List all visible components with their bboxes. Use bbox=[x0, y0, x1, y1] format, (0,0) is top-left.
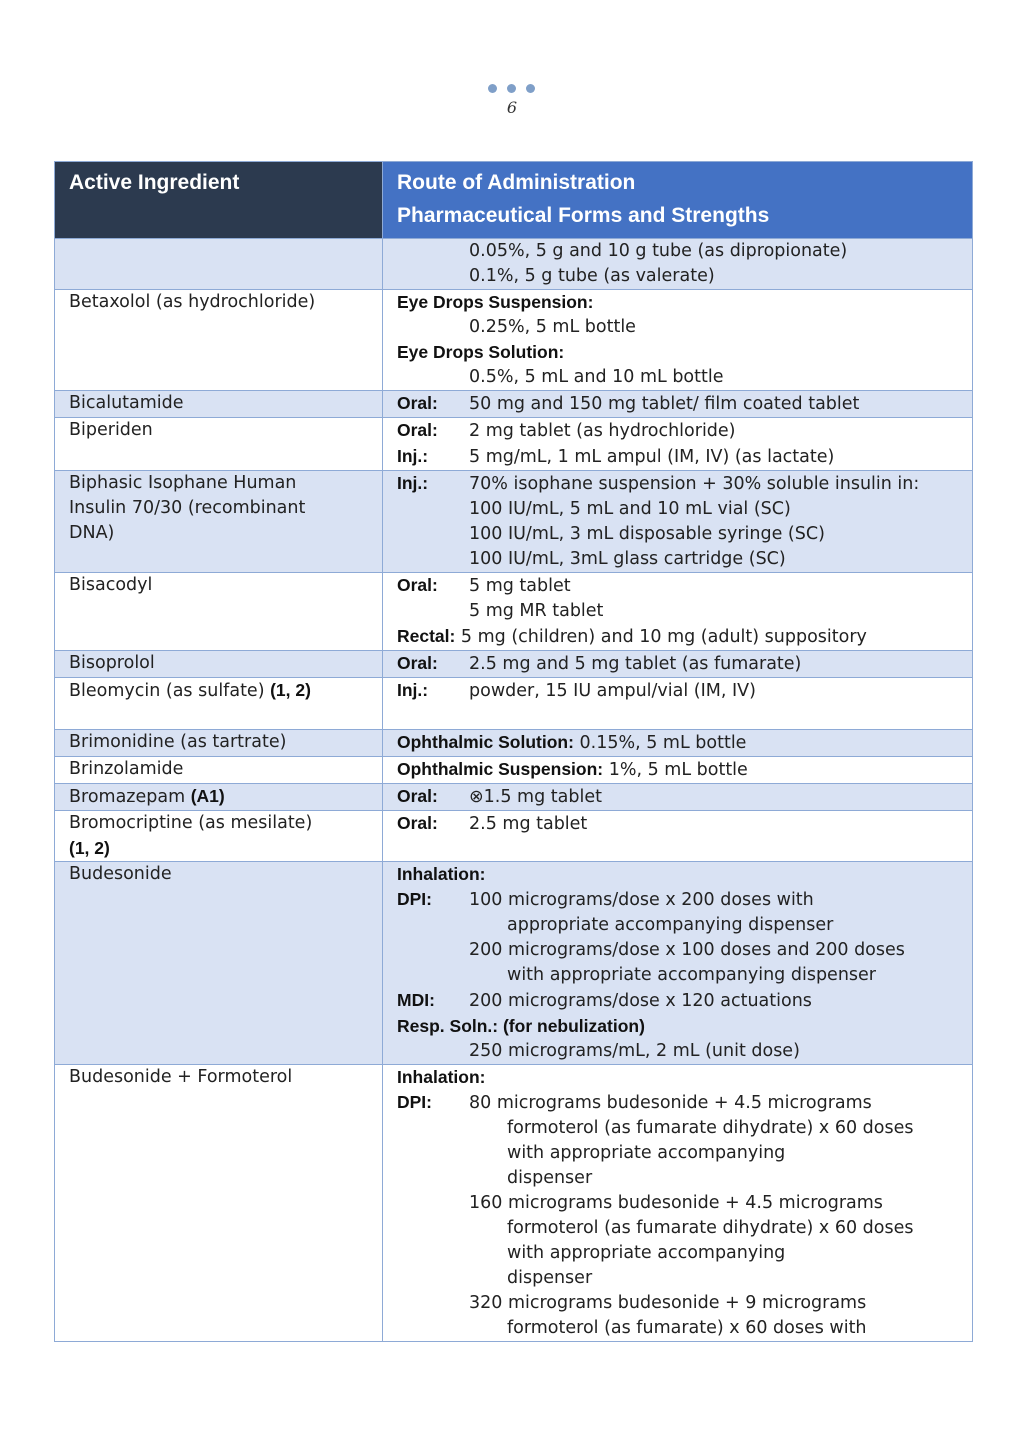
strength-text: 200 micrograms/dose x 100 doses and 200 doses bbox=[469, 940, 905, 960]
strength-text: 320 micrograms budesonide + 9 micrograms bbox=[469, 1293, 867, 1313]
strength-line bbox=[397, 315, 962, 340]
strength-line bbox=[397, 757, 962, 783]
strength-line bbox=[397, 624, 962, 650]
ingredient-name bbox=[69, 730, 372, 755]
ingredient-name bbox=[69, 678, 372, 704]
ingredient-cell bbox=[55, 418, 383, 471]
strength-text: 80 micrograms budesonide + 4.5 micrograms bbox=[469, 1093, 872, 1113]
ingredient-name bbox=[69, 757, 372, 782]
header-route bbox=[383, 162, 973, 239]
strength-line bbox=[397, 522, 962, 547]
ingredient-name-text: Bromazepam bbox=[69, 787, 191, 807]
strength-text: ⊗1.5 mg tablet bbox=[469, 787, 602, 807]
ingredient-name-line: Bromocriptine (as mesilate) bbox=[69, 813, 313, 833]
dot-icon bbox=[526, 84, 535, 93]
strength-continuation: formoterol (as fumarate dihydrate) x 60 doses bbox=[507, 1118, 914, 1138]
route-cell bbox=[383, 418, 973, 471]
strength-text: 0.1%, 5 g tube (as valerate) bbox=[469, 266, 715, 286]
ingredient-name bbox=[69, 418, 372, 443]
ingredient-cell bbox=[55, 862, 383, 1065]
table-body bbox=[55, 239, 973, 1342]
strength-line bbox=[397, 811, 962, 837]
strength-continuation: with appropriate accompanying bbox=[507, 1143, 786, 1163]
strength-line bbox=[397, 938, 962, 963]
strength-text: 1%, 5 mL bottle bbox=[603, 760, 748, 780]
strength-text: 100 micrograms/dose x 200 doses with bbox=[469, 890, 814, 910]
table-row bbox=[55, 391, 973, 418]
table-row bbox=[55, 678, 973, 730]
strength-text: 0.5%, 5 mL and 10 mL bottle bbox=[469, 367, 724, 387]
strength-line bbox=[397, 730, 962, 756]
route-label: Ophthalmic Solution: bbox=[397, 732, 574, 752]
table-row bbox=[55, 784, 973, 811]
strength-continuation: dispenser bbox=[507, 1168, 593, 1188]
route-heading: Inhalation: bbox=[397, 864, 486, 884]
ingredient-cell bbox=[55, 784, 383, 811]
route-cell bbox=[383, 862, 973, 1065]
ingredient-name-text: Biperiden bbox=[69, 420, 153, 440]
table-row bbox=[55, 1065, 973, 1342]
route-label: Inj.: bbox=[397, 473, 429, 493]
strength-text: 2.5 mg tablet bbox=[469, 814, 588, 834]
page-number: 6 bbox=[506, 98, 518, 117]
page-dots-decoration bbox=[488, 84, 536, 96]
route-label: DPI: bbox=[397, 1092, 432, 1112]
ingredient-cell bbox=[55, 651, 383, 678]
table-row bbox=[55, 651, 973, 678]
ingredient-name-text: Bicalutamide bbox=[69, 393, 184, 413]
ingredient-name-text: Brinzolamide bbox=[69, 759, 184, 779]
strength-line bbox=[397, 1291, 962, 1316]
ingredient-name-text: Brimonidine (as tartrate) bbox=[69, 732, 287, 752]
route-label: Oral: bbox=[397, 420, 438, 440]
ingredient-class-note: (1, 2) bbox=[69, 838, 110, 858]
strength-continuation: dispenser bbox=[507, 1268, 593, 1288]
strength-text: powder, 15 IU ampul/vial (IM, IV) bbox=[469, 681, 756, 701]
strength-line bbox=[397, 678, 962, 704]
strength-continuation: with appropriate accompanying dispenser bbox=[507, 965, 876, 985]
strength-line bbox=[397, 988, 962, 1014]
strength-line bbox=[397, 651, 962, 677]
strength-line bbox=[397, 704, 962, 729]
ingredient-name-line: DNA) bbox=[69, 523, 115, 543]
table-row bbox=[55, 573, 973, 651]
strength-line bbox=[397, 391, 962, 417]
route-cell bbox=[383, 678, 973, 730]
route-label: Oral: bbox=[397, 786, 438, 806]
strength-text: 100 IU/mL, 3mL glass cartridge (SC) bbox=[469, 549, 786, 569]
header-route-line1: Route of Administration bbox=[397, 171, 636, 194]
strength-continuation: with appropriate accompanying bbox=[507, 1243, 786, 1263]
ingredient-name-line: Biphasic Isophane Human bbox=[69, 473, 297, 493]
strength-continuation: formoterol (as fumarate dihydrate) x 60 doses bbox=[507, 1218, 914, 1238]
ingredient-name-text: Budesonide bbox=[69, 864, 172, 884]
dot-icon bbox=[507, 84, 516, 93]
ingredient-name-line: Insulin 70/30 (recombinant bbox=[69, 498, 306, 518]
ingredient-cell bbox=[55, 1065, 383, 1342]
ingredient-class-note: (1, 2) bbox=[270, 680, 311, 700]
ingredient-name bbox=[69, 391, 372, 416]
table-row bbox=[55, 730, 973, 757]
ingredient-cell bbox=[55, 239, 383, 290]
ingredient-name-text: Bisacodyl bbox=[69, 575, 153, 595]
route-cell bbox=[383, 811, 973, 862]
table-row bbox=[55, 239, 973, 290]
strength-text: 2.5 mg and 5 mg tablet (as fumarate) bbox=[469, 654, 802, 674]
strength-continuation: formoterol (as fumarate) x 60 doses with bbox=[507, 1318, 867, 1338]
strength-line bbox=[397, 264, 962, 289]
route-label: Ophthalmic Suspension: bbox=[397, 759, 604, 779]
route-label: Oral: bbox=[397, 653, 438, 673]
table-row bbox=[55, 290, 973, 391]
ingredient-name-text: Budesonide + Formoterol bbox=[69, 1067, 293, 1087]
strength-text: 5 mg/mL, 1 mL ampul (IM, IV) (as lactate) bbox=[469, 447, 835, 467]
header-route-line2: Pharmaceutical Forms and Strengths bbox=[397, 204, 770, 227]
strength-text: 100 IU/mL, 3 mL disposable syringe (SC) bbox=[469, 524, 825, 544]
ingredient-name bbox=[69, 1065, 372, 1090]
strength-line bbox=[397, 471, 962, 497]
strength-line bbox=[397, 573, 962, 599]
strength-text: 70% isophane suspension + 30% soluble insulin in: bbox=[469, 474, 920, 494]
strength-text: 5 mg tablet bbox=[469, 576, 571, 596]
strength-line bbox=[397, 497, 962, 522]
ingredient-name bbox=[69, 651, 372, 676]
route-heading: Eye Drops Solution: bbox=[397, 342, 565, 362]
strength-text: 5 mg (children) and 10 mg (adult) suppository bbox=[455, 627, 867, 647]
header-active-ingredient: Active Ingredient bbox=[55, 162, 383, 239]
ingredient-cell bbox=[55, 290, 383, 391]
strength-line bbox=[397, 365, 962, 390]
route-cell bbox=[383, 573, 973, 651]
table-row bbox=[55, 757, 973, 784]
route-heading: Resp. Soln.: (for nebulization) bbox=[397, 1016, 645, 1036]
route-cell bbox=[383, 784, 973, 811]
table-row bbox=[55, 418, 973, 471]
ingredient-class-note: (A1) bbox=[190, 786, 225, 806]
strength-line bbox=[397, 599, 962, 624]
strength-text: 2 mg tablet (as hydrochloride) bbox=[469, 421, 736, 441]
table-row bbox=[55, 471, 973, 573]
strength-text: 50 mg and 150 mg tablet/ film coated tablet bbox=[469, 394, 860, 414]
ingredient-cell bbox=[55, 757, 383, 784]
table-row bbox=[55, 811, 973, 862]
strength-line bbox=[397, 1090, 962, 1116]
route-cell bbox=[383, 391, 973, 418]
ingredient-name-text: Betaxolol (as hydrochloride) bbox=[69, 292, 316, 312]
route-cell bbox=[383, 651, 973, 678]
route-cell bbox=[383, 757, 973, 784]
ingredient-cell bbox=[55, 811, 383, 862]
dot-icon bbox=[488, 84, 497, 93]
ingredient-name bbox=[69, 573, 372, 598]
strength-text: 0.15%, 5 mL bottle bbox=[573, 733, 747, 753]
route-heading: Eye Drops Suspension: bbox=[397, 292, 594, 312]
ingredient-name-text: Bleomycin (as sulfate) bbox=[69, 681, 271, 701]
strength-line bbox=[397, 444, 962, 470]
table-row bbox=[55, 862, 973, 1065]
strength-continuation: appropriate accompanying dispenser bbox=[507, 915, 834, 935]
strength-line bbox=[397, 887, 962, 913]
route-label: Inj.: bbox=[397, 680, 429, 700]
strength-text bbox=[469, 706, 475, 726]
route-cell bbox=[383, 239, 973, 290]
strength-line bbox=[397, 418, 962, 444]
strength-line bbox=[397, 1039, 962, 1064]
strength-line bbox=[397, 784, 962, 810]
strength-line bbox=[397, 547, 962, 572]
route-label: Oral: bbox=[397, 813, 438, 833]
route-heading: Inhalation: bbox=[397, 1067, 486, 1087]
ingredient-cell bbox=[55, 730, 383, 757]
strength-text: 200 micrograms/dose x 120 actuations bbox=[469, 991, 812, 1011]
route-label: DPI: bbox=[397, 889, 432, 909]
strength-text: 5 mg MR tablet bbox=[469, 601, 604, 621]
table-header-row bbox=[55, 162, 973, 239]
ingredient-cell bbox=[55, 678, 383, 730]
ingredient-name bbox=[69, 784, 372, 810]
route-label: MDI: bbox=[397, 990, 435, 1010]
route-cell bbox=[383, 290, 973, 391]
route-label: Rectal: bbox=[397, 626, 456, 646]
route-label: Oral: bbox=[397, 393, 438, 413]
strength-text: 250 micrograms/mL, 2 mL (unit dose) bbox=[469, 1041, 800, 1061]
ingredient-cell bbox=[55, 391, 383, 418]
route-cell bbox=[383, 1065, 973, 1342]
strength-text: 100 IU/mL, 5 mL and 10 mL vial (SC) bbox=[469, 499, 791, 519]
route-label: Inj.: bbox=[397, 446, 429, 466]
strength-line bbox=[397, 1191, 962, 1216]
ingredient-cell bbox=[55, 573, 383, 651]
ingredient-name bbox=[69, 290, 372, 315]
strength-text: 0.05%, 5 g and 10 g tube (as dipropionate) bbox=[469, 241, 848, 261]
strength-text: 160 micrograms budesonide + 4.5 micrograms bbox=[469, 1193, 883, 1213]
strength-line bbox=[397, 239, 962, 264]
strength-text: 0.25%, 5 mL bottle bbox=[469, 317, 636, 337]
ingredient-name-text: Bisoprolol bbox=[69, 653, 155, 673]
route-cell bbox=[383, 730, 973, 757]
drug-table bbox=[54, 161, 973, 1342]
route-label: Oral: bbox=[397, 575, 438, 595]
ingredient-cell bbox=[55, 471, 383, 573]
ingredient-name bbox=[69, 862, 372, 887]
route-cell bbox=[383, 471, 973, 573]
